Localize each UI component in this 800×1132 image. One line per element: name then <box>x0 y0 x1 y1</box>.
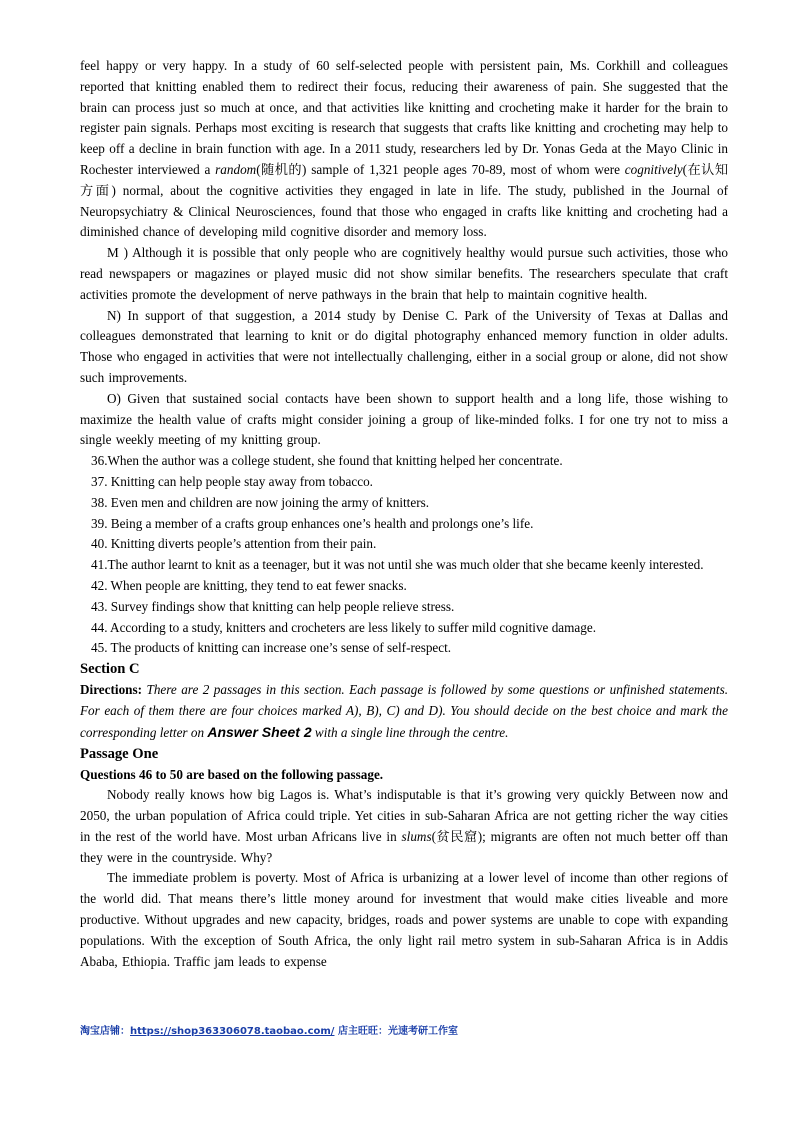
question-39: 39. Being a member of a crafts group enhances one’s health and prolongs one’s life. <box>91 515 534 531</box>
passage-one-paragraph-2: The immediate problem is poverty. Most of Africa is urbanizing at a lower level of income than other regions of the world did. That means there’s little money around for investment that would make cities liveable and more productive. Without upgrades and new capacity, bridges, roads and power systems are unable to cope with expanding populations. With the exception of South Africa, the only light rail metro system in sub-Saharan Africa is in Addis Ababa, Ethiopia. Traffic jam leads to expense <box>80 870 728 969</box>
footer-shop-link[interactable]: https://shop363306078.taobao.com/ <box>130 1026 335 1037</box>
question-37: 37. Knitting can help people stay away from tobacco. <box>91 473 373 489</box>
term-slums: slums <box>401 828 432 844</box>
paragraph-n: N) In support of that suggestion, a 2014 study by Denise C. Park of the University of Texas at Dallas and colleagues demonstrated that learning to knit or do digital photography enhanced memory function in older adults. Those who engaged in activities that were not intellectually challenging, either in a social group or alone, did not show such improvements. <box>80 307 728 385</box>
question-40: 40. Knitting diverts people’s attention from their pain. <box>91 536 377 552</box>
question-36: 36.When the author was a college student, she found that knitting helped her concentrate. <box>91 453 563 469</box>
term-random: random <box>215 161 257 177</box>
question-42: 42. When people are knitting, they tend to eat fewer snacks. <box>91 577 407 593</box>
question-38: 38. Even men and children are now joining the army of knitters. <box>91 494 430 510</box>
footer-shop-info <box>80 1022 458 1037</box>
gloss-slums: (贫民窟) <box>431 828 483 844</box>
paragraph-l-continuation: feel happy or very happy. In a study of 60 self-selected people with persistent pain, Ms. Corkhill and colleagues reported that knitting enabled them to redirect their focus, reducing their awareness of pain. She suggested that the brain can process just so much at once, and that activities like knitting and crocheting make it harder for the brain to register pain signals. Perhaps most exciting is research that suggests that crafts like knitting and crocheting may help to keep off a decline in brain function with age. In a 2011 study, researchers led by Dr. Yonas Geda at the Mayo Clinic in Rochester interviewed a random(随机的) sample of 1,321 people ages 70-89, most of whom were cognitively(在认知方面) normal, about the cognitive activities they engaged in late in life. The study, published in the Journal of Neuropsychiatry & Clinical Neurosciences, found that those who engaged in crafts like knitting and crocheting had a diminished chance of developing mild cognitive disorder and memory loss. <box>80 58 729 240</box>
question-list <box>80 451 728 659</box>
footer-shop-label: 淘宝店铺： <box>80 1026 130 1037</box>
footer-owner: 店主旺旺：光速考研工作室 <box>337 1026 458 1037</box>
answer-sheet-label: Answer Sheet 2 <box>207 723 312 740</box>
passage-one-paragraph-1: Nobody really knows how big Lagos is. What’s indisputable is that it’s growing very quickly Between now and 2050, the urban population of Africa could triple. Yet cities in sub-Saharan Africa are not getting richer the way cities in the rest of the world have. Most urban Africans live in slums(贫民窟); migrants are often not much better off than they were in the countryside. Why? <box>80 787 729 865</box>
gloss-cognitively: (在认知方面) <box>80 161 729 198</box>
gloss-random: (随机的) <box>256 161 307 177</box>
section-c-title: Section C <box>80 661 140 678</box>
section-c-directions: Directions: There are 2 passages in this section. Each passage is followed by some questions or unfinished statements. For each of them there are four choices marked A), B), C) and D). You should decide on the best choice and mark the corresponding letter on Answer Sheet 2 with a single line through the centre. <box>80 682 728 740</box>
question-45: 45. The products of knitting can increase one’s sense of self-respect. <box>91 640 452 656</box>
document-page <box>80 56 728 972</box>
question-44: 44. According to a study, knitters and crocheters are less likely to suffer mild cognitive damage. <box>91 619 597 635</box>
passage-one-title: Passage One <box>80 745 159 762</box>
term-cognitively: cognitively <box>624 161 683 177</box>
paragraph-o: O) Given that sustained social contacts have been shown to support health and a long life, those wishing to maximize the health value of crafts might consider joining a group of like-minded folks. I for one try not to miss a single weekly meeting of my knitting group. <box>80 390 728 448</box>
paragraph-m: M ) Although it is possible that only people who are cognitively healthy would pursue such activities, those who read newspapers or magazines or played music did not show similar benefits. The researchers speculate that craft activities promote the development of nerve pathways in the brain that help to maintain cognitive health. <box>80 245 728 302</box>
passage-one-subtitle: Questions 46 to 50 are based on the following passage. <box>80 766 384 782</box>
directions-label: Directions: <box>80 682 143 698</box>
question-43: 43. Survey findings show that knitting can help people relieve stress. <box>91 598 455 614</box>
question-41: 41.The author learnt to knit as a teenager, but it was not until she was much older that she became keenly interested. <box>91 557 704 573</box>
